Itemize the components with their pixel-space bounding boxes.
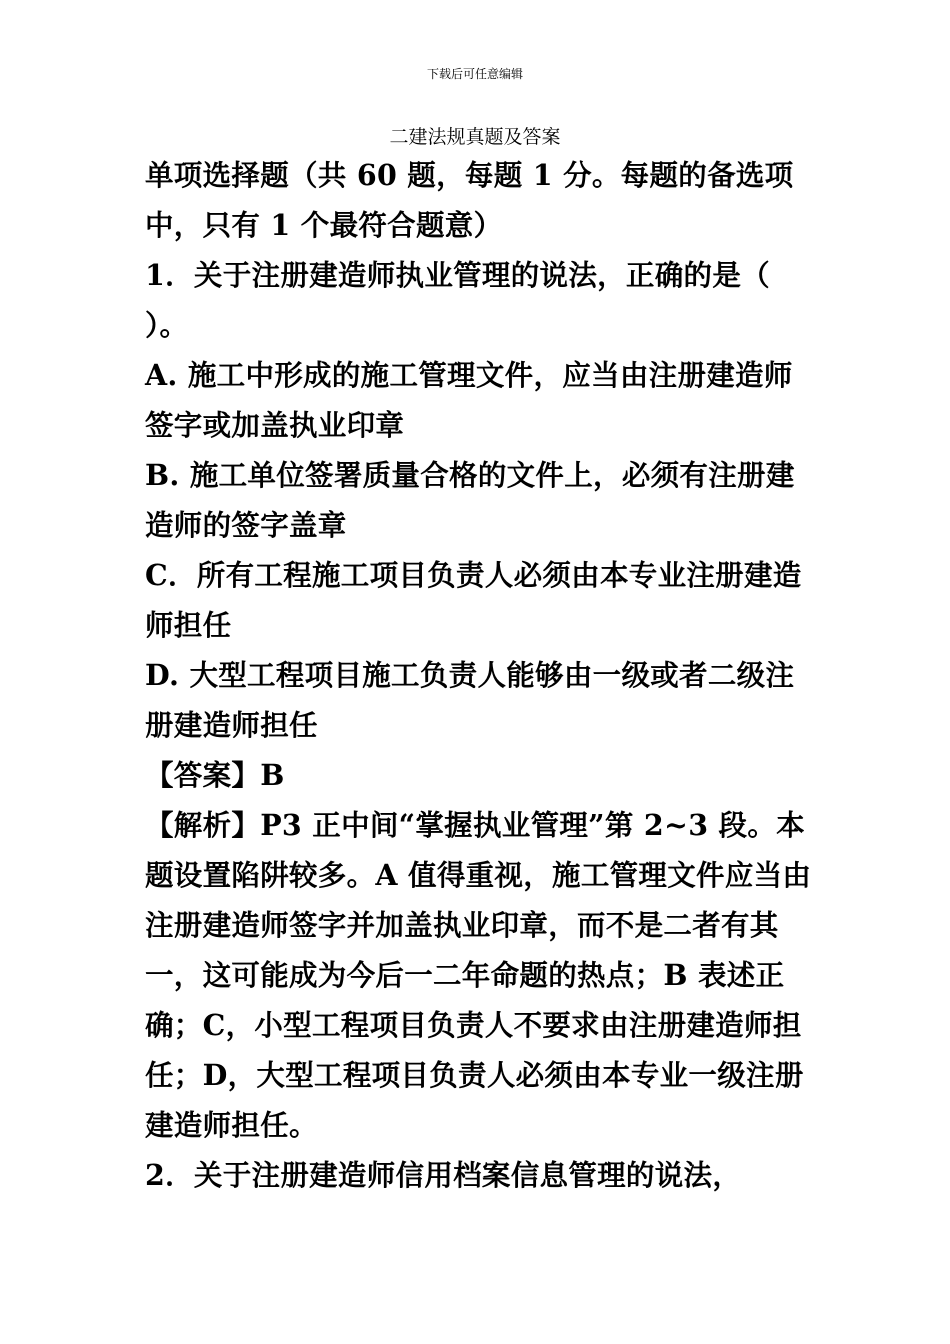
question-1-answer: 【答案】B xyxy=(145,758,285,792)
document-title: 二建法规真题及答案 xyxy=(389,126,561,148)
question-1-stem: 1．关于注册建造师执业管理的说法，正确的是（ ）。 xyxy=(145,258,770,342)
question-1-option-d: D. 大型工程项目施工负责人能够由一级或者二级注册建造师担任 xyxy=(145,658,795,742)
question-1-option-a: A. 施工中形成的施工管理文件，应当由注册建造师签字或加盖执业印章 xyxy=(145,358,793,442)
document-body xyxy=(145,150,815,1200)
section-heading: 单项选择题（共 60 题，每题 1 分。每题的备选项中，只有 1 个最符合题意） xyxy=(145,158,794,242)
question-1-option-c: C．所有工程施工项目负责人必须由本专业注册建造师担任 xyxy=(145,558,802,642)
question-1-analysis: 【解析】P3 正中间“掌握执业管理”第 2~3 段。本题设置陷阱较多。A 值得重视，施工管理文件应当由注册建造师签字并加盖执业印章，而不是二者有其一，这可能成为今后一二年命题的热点；B 表述正确；C，小型工程项目负责人不要求由注册建造师担任；D，大型工程项目负责人必须由本专业一级注册建造师担任。 xyxy=(145,808,812,1142)
header-note: 下载后可任意编辑 xyxy=(426,67,523,81)
question-2-stem: 2．关于注册建造师信用档案信息管理的说法， xyxy=(145,1158,742,1192)
question-1-option-b: B. 施工单位签署质量合格的文件上，必须有注册建造师的签字盖章 xyxy=(145,458,795,542)
